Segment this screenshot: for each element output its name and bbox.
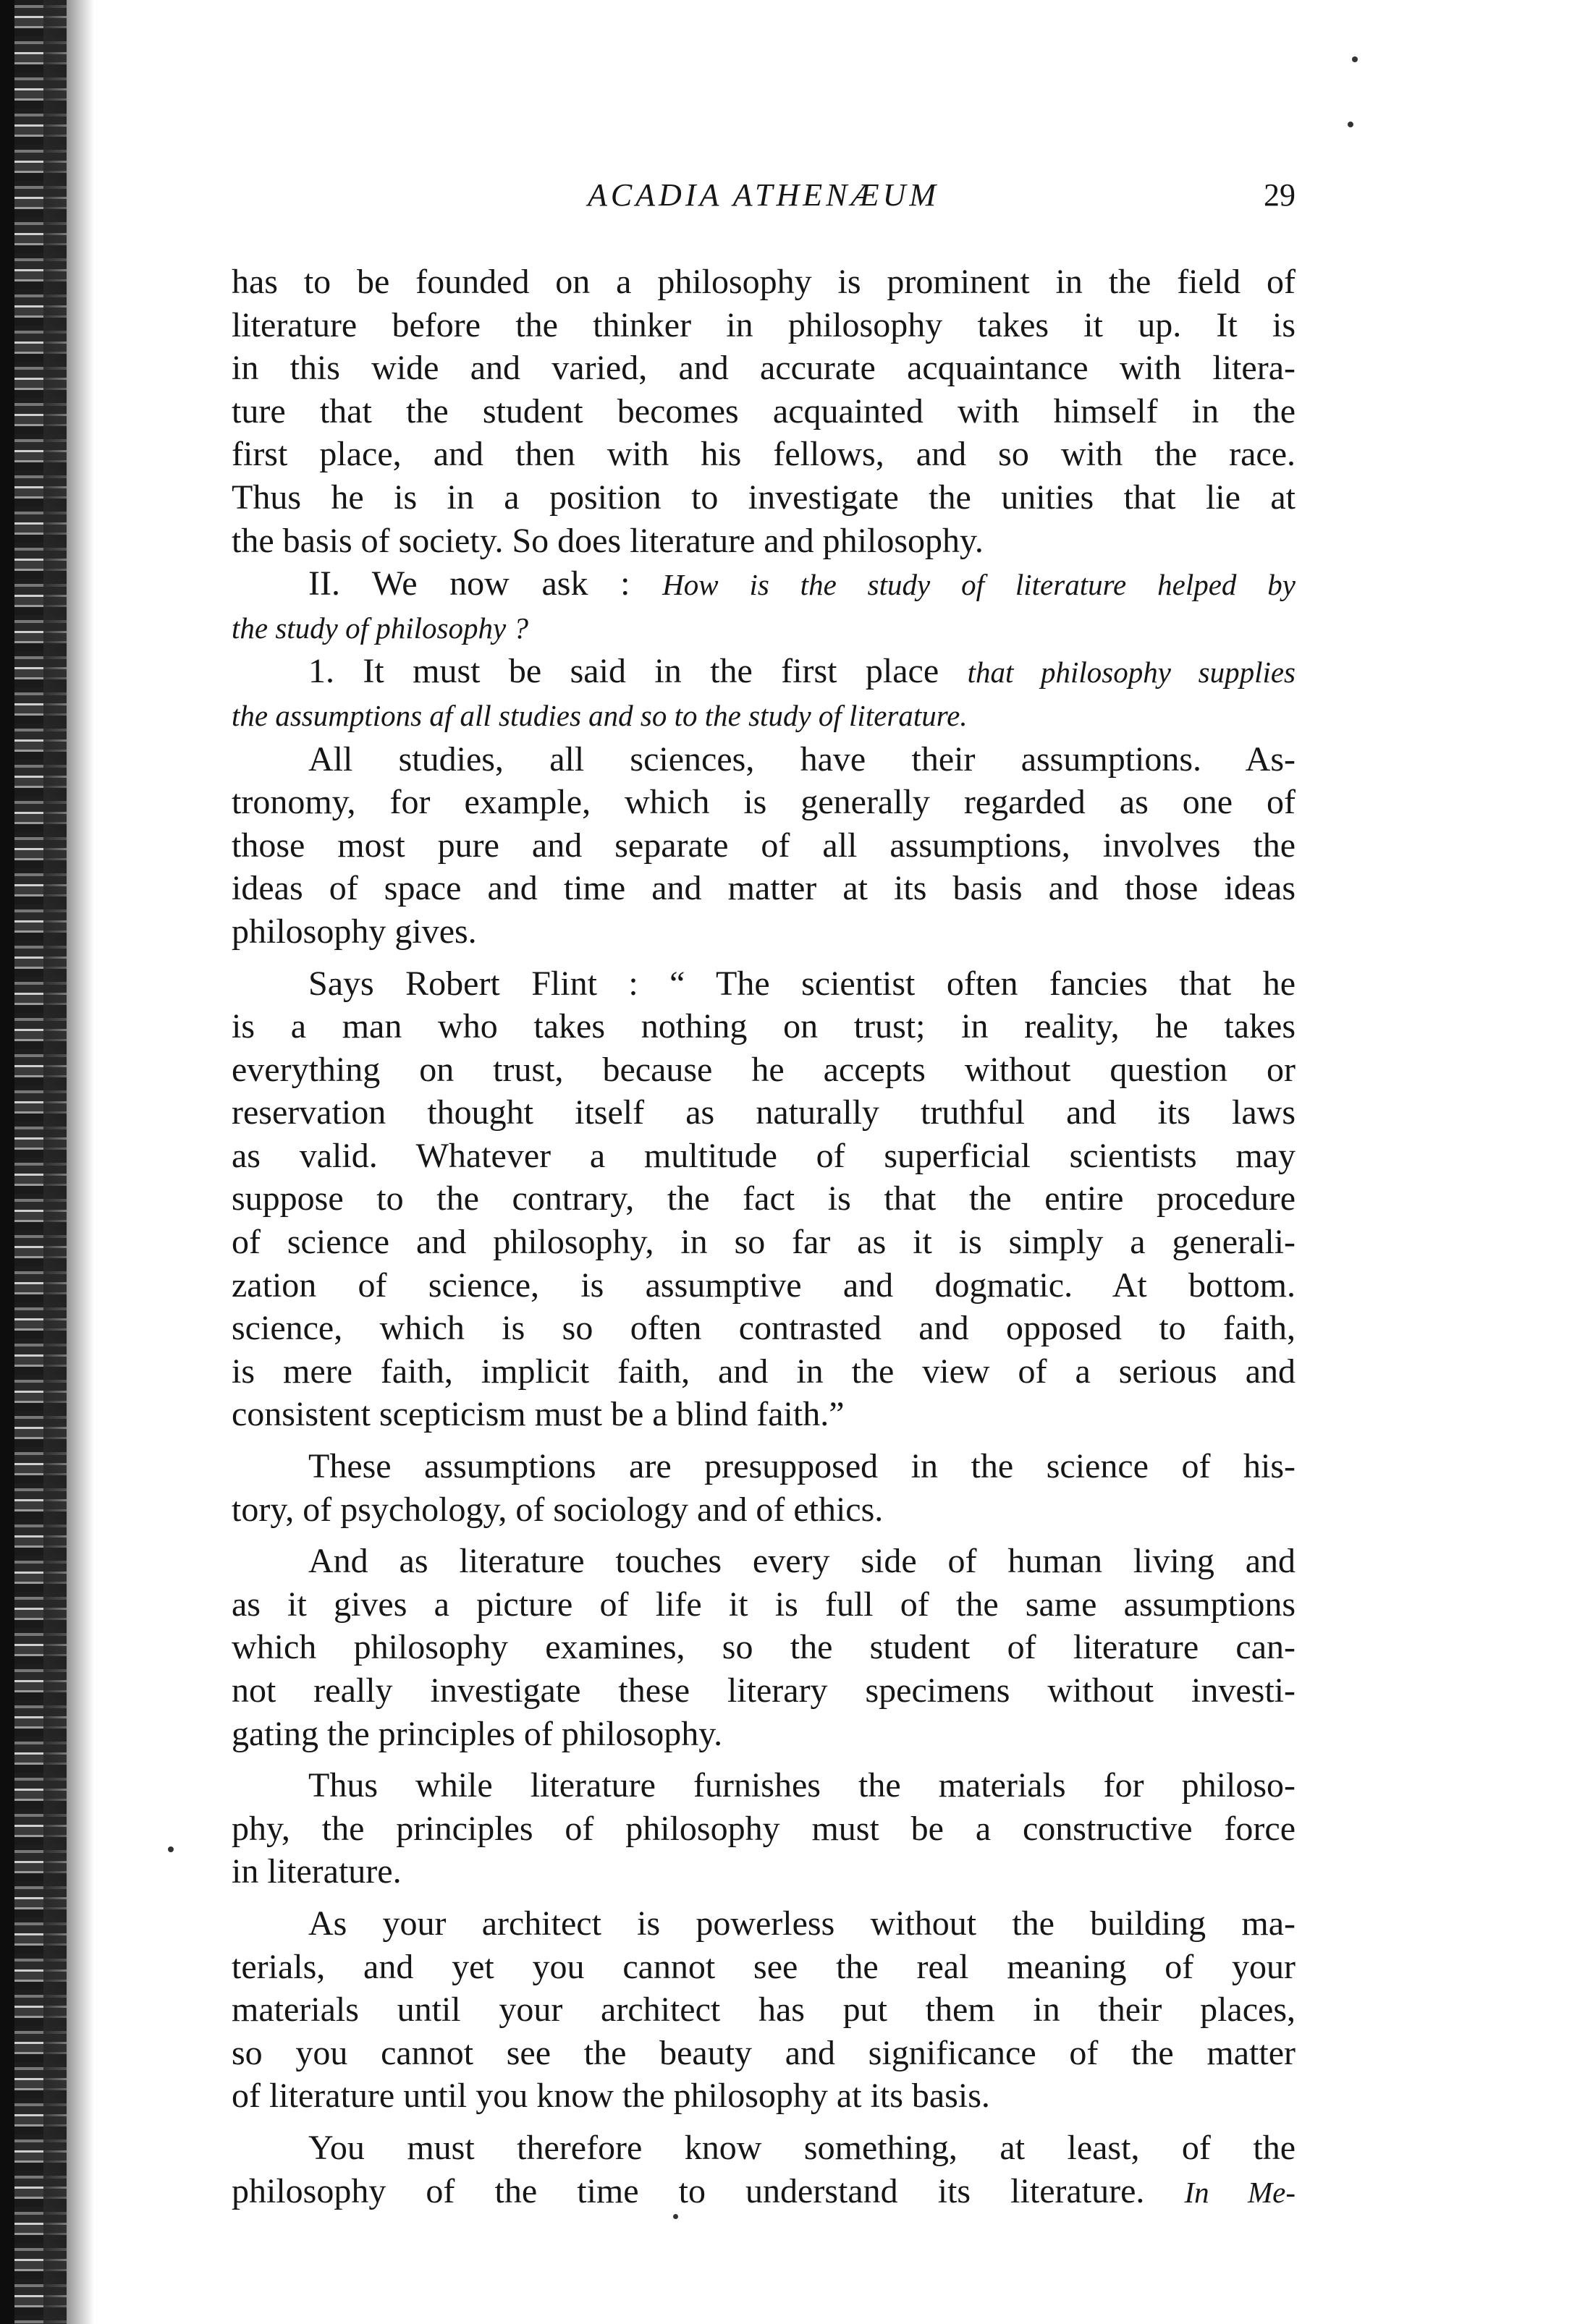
text-line: everything on trust, because he accepts without question or	[232, 1050, 1296, 1089]
text-line: of literature until you know the philosophy at its basis.	[232, 2077, 990, 2116]
text-line: in literature.	[232, 1852, 402, 1891]
question-text: the study of philosophy ?	[232, 611, 528, 645]
text-line: in this wide and varied, and accurate acquaintance with litera-	[232, 349, 1296, 388]
text-line: You must therefore know something, at least, of the	[308, 2128, 1296, 2167]
text-line: tronomy, for example, which is generally regarded as one of	[232, 783, 1296, 822]
text-line: terials, and yet you cannot see the real meaning of your	[232, 1947, 1296, 1986]
text-line: of science and philosophy, in so far as it is simply a generali-	[232, 1223, 1296, 1262]
text-line: is a man who takes nothing on trust; in reality, he takes	[232, 1007, 1296, 1046]
text-line: gating the principles of philosophy.	[232, 1714, 723, 1753]
text-line: not really investigate these literary specimens without investi-	[232, 1671, 1296, 1710]
text-line: the basis of society. So does literature and philosophy.	[232, 521, 984, 560]
text-line: tory, of psychology, of sociology and of ethics.	[232, 1490, 884, 1529]
final-line	[232, 2170, 1296, 2215]
print-speck	[1352, 56, 1358, 62]
text-line: first place, and then with his fellows, and so with the race.	[232, 435, 1296, 474]
text-line: zation of science, is assumptive and dogmatic. At bottom.	[232, 1265, 1296, 1305]
thesis-lead: 1. It must be said in the first place	[308, 652, 939, 691]
text-line: As your architect is powerless without the building ma-	[308, 1904, 1296, 1943]
text-line: so you cannot see the beauty and significance of the matter	[232, 2033, 1296, 2072]
text-line: philosophy of the time to understand its literature.	[232, 2171, 1145, 2210]
thesis-line	[232, 650, 1296, 695]
print-speck	[673, 2214, 678, 2219]
text-line: suppose to the contrary, the fact is that the entire procedure	[232, 1179, 1296, 1218]
question-line	[232, 562, 1296, 607]
text-line: All studies, all sciences, have their assumptions. As-	[308, 739, 1296, 779]
text-line: ideas of space and time and matter at its basis and those ideas	[232, 869, 1296, 908]
text-line: Thus while literature furnishes the materials for philoso-	[308, 1766, 1296, 1805]
text-line: ture that the student becomes acquainted with himself in the	[232, 391, 1296, 431]
print-speck	[1348, 122, 1353, 127]
thesis-text: the assumptions af all studies and so to the study of literature.	[232, 698, 968, 732]
text-line: consistent scepticism must be a blind faith.”	[232, 1395, 845, 1434]
text-line: And as literature touches every side of human living and	[308, 1542, 1296, 1581]
text-line: materials until your architect has put them in their places,	[232, 1990, 1296, 2030]
text-line: is mere faith, implicit faith, and in the view of a serious and	[232, 1352, 1296, 1391]
text-line: reservation thought itself as naturally truthful and its laws	[232, 1093, 1296, 1132]
text-line: literature before the thinker in philosophy takes it up. It is	[232, 305, 1296, 344]
text-line: as valid. Whatever a multitude of superficial scientists may	[232, 1136, 1296, 1175]
text-line: those most pure and separate of all assumptions, involves the	[232, 826, 1296, 865]
page-number: 29	[1264, 177, 1296, 213]
text-line: Thus he is in a position to investigate the unities that lie at	[232, 478, 1296, 517]
article-body	[232, 260, 1296, 2214]
thesis-text: that philosophy supplies	[967, 656, 1296, 690]
text-line: phy, the principles of philosophy must be a constructive force	[232, 1809, 1296, 1848]
text-line: Says Robert Flint : “ The scientist often fancies that he	[308, 964, 1296, 1003]
question-text: How is the study of literature helped by	[662, 568, 1296, 602]
text-line: as it gives a picture of life it is full of the same assumptions	[232, 1585, 1296, 1624]
text-line: science, which is so often contrasted and opposed to faith,	[232, 1309, 1296, 1348]
print-speck	[168, 1846, 174, 1852]
page-header	[232, 174, 1296, 224]
text-line: has to be founded on a philosophy is prominent in the field of	[232, 263, 1296, 301]
text-line: philosophy gives.	[232, 912, 477, 951]
text-line: These assumptions are presupposed in the science of his-	[308, 1447, 1296, 1486]
continuation-text: In Me-	[1184, 2175, 1296, 2209]
text-line: which philosophy examines, so the student of literature can-	[232, 1628, 1296, 1667]
binding-shadow	[43, 0, 94, 2324]
running-title: ACADIA ATHENÆUM	[587, 177, 940, 213]
section-heading: II. We now ask :	[308, 564, 630, 603]
binding-border	[0, 0, 14, 2324]
